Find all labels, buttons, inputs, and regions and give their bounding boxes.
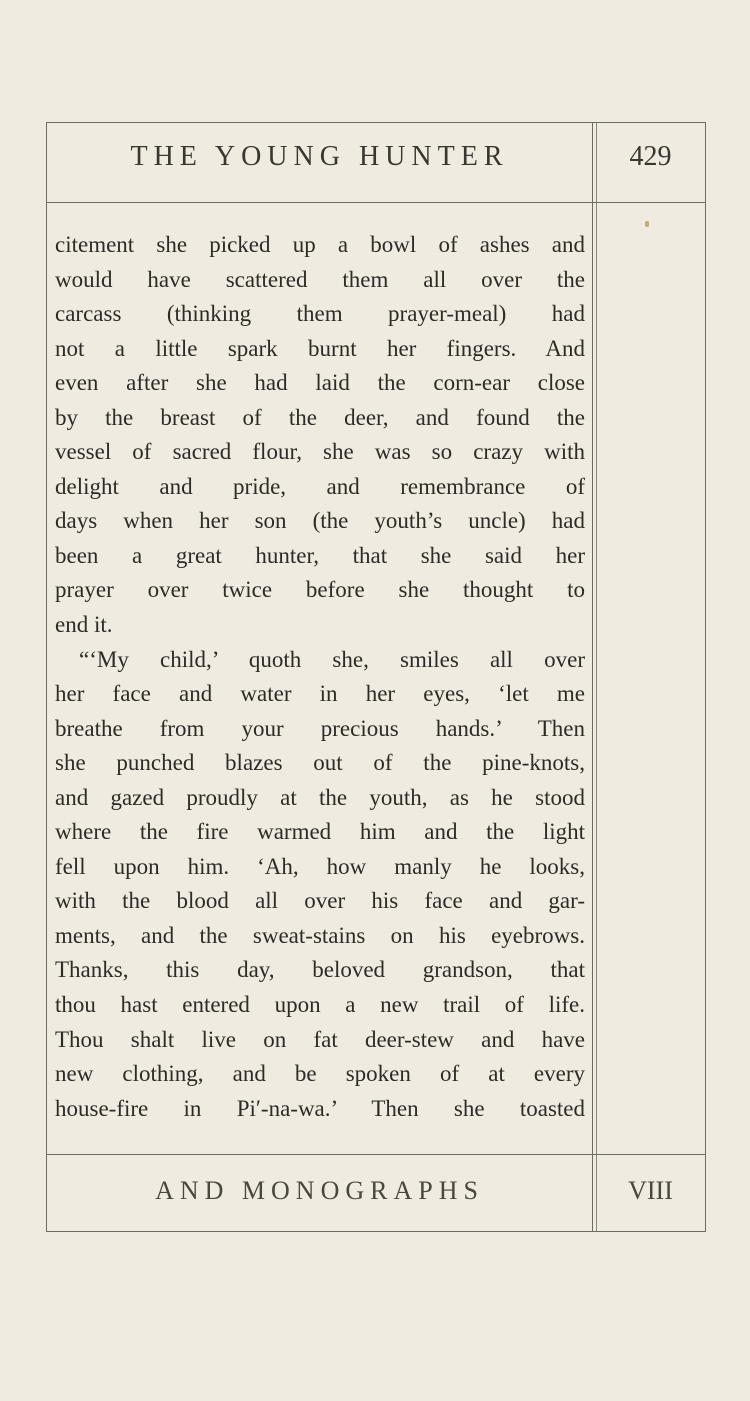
column-divider — [592, 123, 593, 1231]
text-line: by the breast of the deer, and found the — [55, 404, 585, 430]
series-footer: AND MONOGRAPHS — [155, 1176, 484, 1205]
text-line: thou hast entered upon a new trail of life. — [55, 992, 585, 1018]
text-line: new clothing, and be spoken of at every — [55, 1061, 585, 1087]
text-line: been a great hunter, that she said her — [55, 542, 585, 568]
text-line: her face and water in her eyes, ‘let me — [55, 681, 585, 707]
text-line: house-fire in Pi′-na-wa.’ Then she toasted — [55, 1095, 585, 1121]
text-line: vessel of sacred flour, she was so crazy with — [55, 439, 585, 465]
text-line: breathe from your precious hands.’ Then — [55, 715, 585, 741]
column-divider-inner — [596, 123, 597, 1231]
text-line: where the fire warmed him and the light — [55, 819, 585, 845]
header-rule — [47, 202, 705, 203]
text-line: carcass (thinking them prayer-meal) had — [55, 301, 585, 327]
text-line: citement she picked up a bowl of ashes and — [55, 232, 585, 257]
text-line: fell upon him. ‘Ah, how manly he looks, — [55, 853, 585, 879]
text-line: end it. — [55, 612, 113, 638]
text-line: ments, and the sweat-stains on his eyebrows. — [55, 922, 585, 948]
body-text — [55, 228, 585, 1126]
text-line: even after she had laid the corn-ear close — [55, 370, 585, 396]
text-line: she punched blazes out of the pine-knots, — [55, 750, 585, 776]
text-line: and gazed proudly at the youth, as he stood — [55, 784, 585, 810]
text-line: not a little spark burnt her fingers. And — [55, 335, 585, 361]
text-line: prayer over twice before she thought to — [55, 577, 585, 603]
footer-rule — [47, 1154, 705, 1155]
volume-number: VIII — [628, 1176, 673, 1205]
page-number: 429 — [629, 141, 672, 172]
running-title: THE YOUNG HUNTER — [130, 141, 509, 172]
text-line: Thanks, this day, beloved grandson, that — [55, 957, 585, 983]
text-line: Thou shalt live on fat deer-stew and have — [55, 1026, 585, 1052]
margin-mark — [645, 221, 649, 227]
text-line: delight and pride, and remembrance of — [55, 473, 585, 499]
text-line: would have scattered them all over the — [55, 266, 585, 292]
text-line: days when her son (the youth’s uncle) had — [55, 508, 585, 534]
text-line: “‘My child,’ quoth she, smiles all over — [79, 646, 585, 672]
text-line: with the blood all over his face and gar- — [55, 888, 585, 914]
